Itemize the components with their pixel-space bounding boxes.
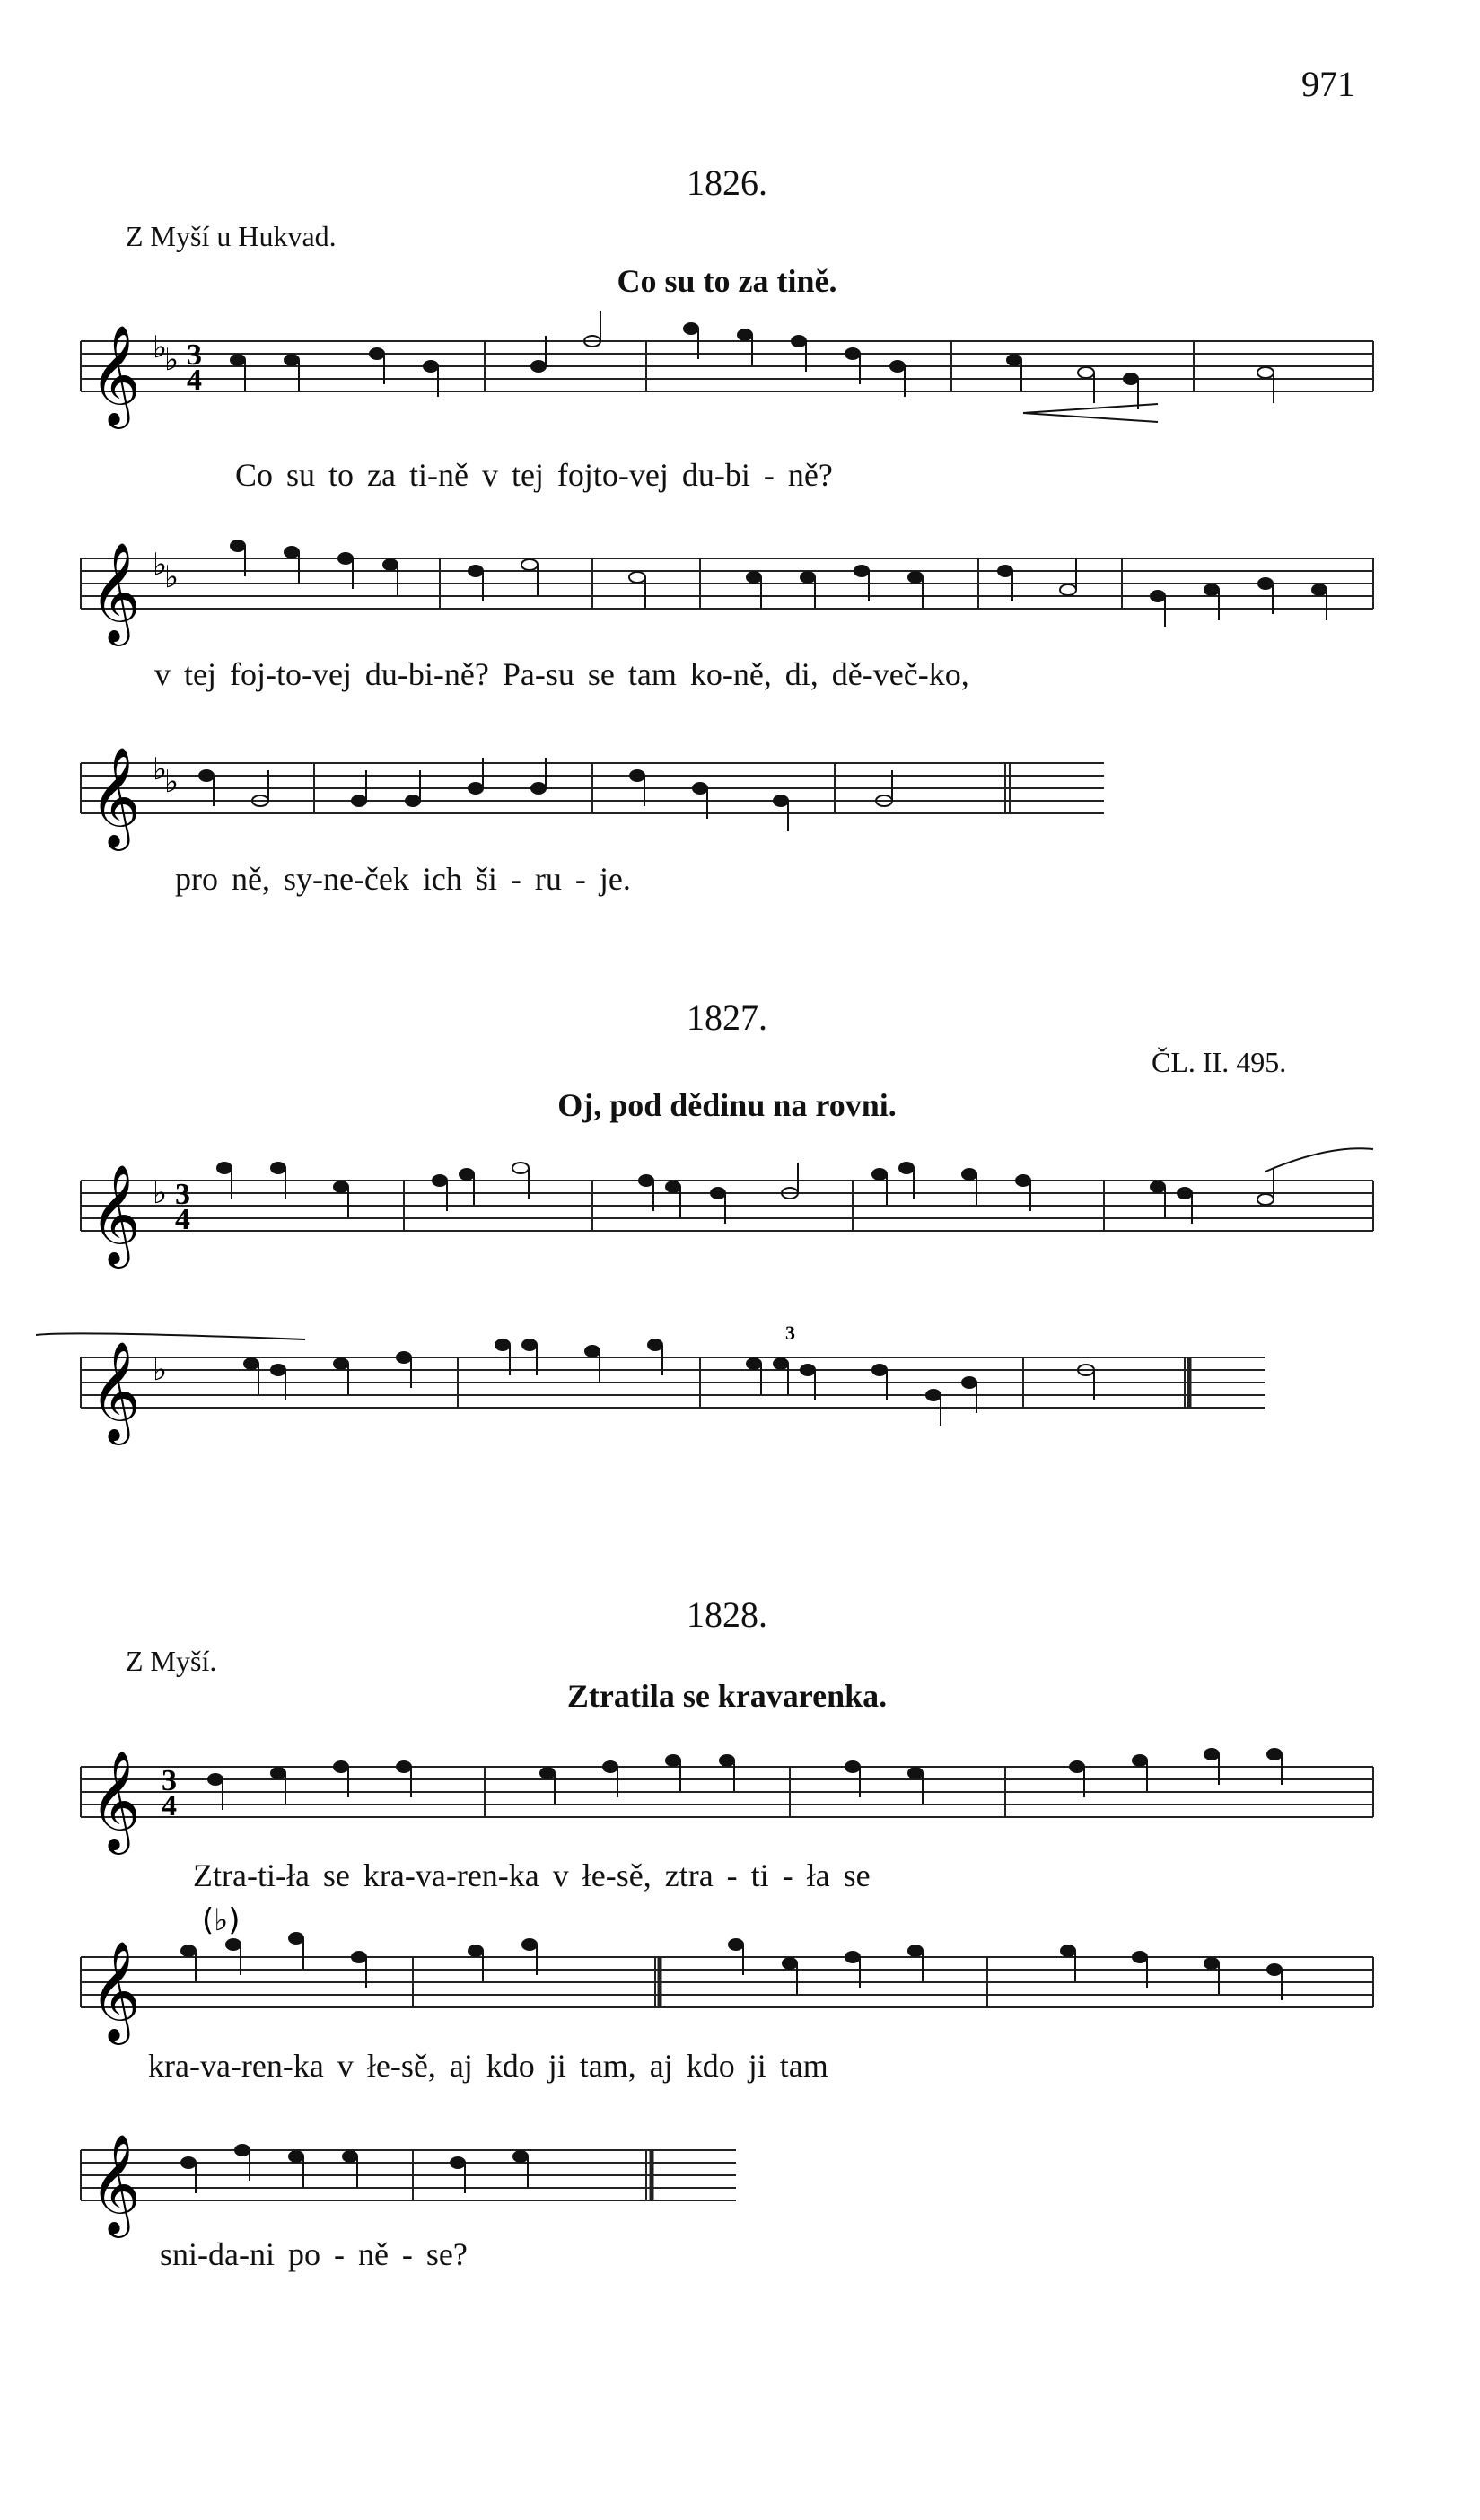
- music-staff: [72, 296, 1382, 440]
- flat-icon: ♭: [153, 1352, 168, 1388]
- treble-clef-icon: 𝄞: [90, 1340, 141, 1441]
- song-source: ČL. II. 495.: [1152, 1046, 1287, 1078]
- flat-icon: ♭: [153, 751, 168, 787]
- note-group: [231, 311, 1274, 409]
- treble-clef-icon: 𝄞: [90, 2133, 141, 2234]
- flat-icon: ♭: [153, 1175, 168, 1211]
- time-signature-bottom: 4: [175, 1203, 190, 1236]
- treble-clef-icon: 𝄞: [90, 1750, 141, 1850]
- flat-icon: ♭: [153, 329, 168, 365]
- treble-clef-icon: 𝄞: [90, 1163, 141, 1264]
- music-staff: [72, 718, 1382, 862]
- song-title: Co su to za tině.: [617, 263, 837, 299]
- song-number: 1827.: [687, 997, 767, 1038]
- lyrics-line: Co su to za ti-ně v tej fojto-vej du-bi - ně?: [235, 457, 833, 493]
- flat-icon: ♭: [164, 342, 180, 378]
- music-staff: [72, 1722, 1382, 1866]
- triplet-mark: 3: [785, 1321, 795, 1344]
- treble-clef-icon: 𝄞: [90, 541, 141, 642]
- music-staff: [72, 1136, 1382, 1279]
- lyrics-line: pro ně, sy-ne-ček ich ši - ru - je.: [175, 861, 631, 897]
- music-staff: [72, 2105, 1382, 2249]
- song-source: Z Myší u Hukvad.: [126, 220, 337, 252]
- song-number: 1826.: [687, 162, 767, 203]
- time-signature-bottom: 4: [162, 1789, 177, 1822]
- song-title: Oj, pod dědinu na rovni.: [557, 1087, 897, 1123]
- song-title: Ztratila se kravarenka.: [566, 1678, 888, 1714]
- page-number: 971: [1301, 64, 1355, 104]
- song-source: Z Myší.: [126, 1645, 217, 1677]
- treble-clef-icon: 𝄞: [90, 1940, 141, 2041]
- flat-icon: ♭: [164, 764, 180, 800]
- treble-clef-icon: 𝄞: [90, 746, 141, 847]
- note-group: [181, 2145, 528, 2193]
- time-signature-top: 3: [162, 1764, 177, 1797]
- note-group: [181, 1933, 1282, 2000]
- music-staff: [72, 514, 1382, 657]
- lyrics-line: sni-da-ni po - ně - se?: [160, 2236, 468, 2272]
- time-signature-top: 3: [175, 1178, 190, 1211]
- cautionary-flat-icon: (♭): [202, 1902, 241, 1938]
- song-number: 1828.: [687, 1594, 767, 1635]
- treble-clef-icon: 𝄞: [90, 324, 141, 425]
- music-staff: [72, 1313, 1382, 1456]
- music-staff: [72, 1902, 1382, 2056]
- note-group: [199, 758, 892, 831]
- time-signature-top: 3: [187, 338, 202, 372]
- lyrics-line: v tej foj-to-vej du-bi-ně? Pa-su se tam ko-ně, di, dě-več-ko,: [154, 656, 969, 692]
- flat-icon: ♭: [153, 547, 168, 583]
- lyrics-line: kra-va-ren-ka v łe-sě, aj kdo ji tam, aj kdo ji tam: [148, 2048, 828, 2084]
- time-signature-bottom: 4: [187, 364, 202, 397]
- flat-icon: ♭: [164, 559, 180, 595]
- lyrics-line: Ztra-ti-ła se kra-va-ren-ka v łe-sě, ztra - ti - ła se: [193, 1857, 871, 1893]
